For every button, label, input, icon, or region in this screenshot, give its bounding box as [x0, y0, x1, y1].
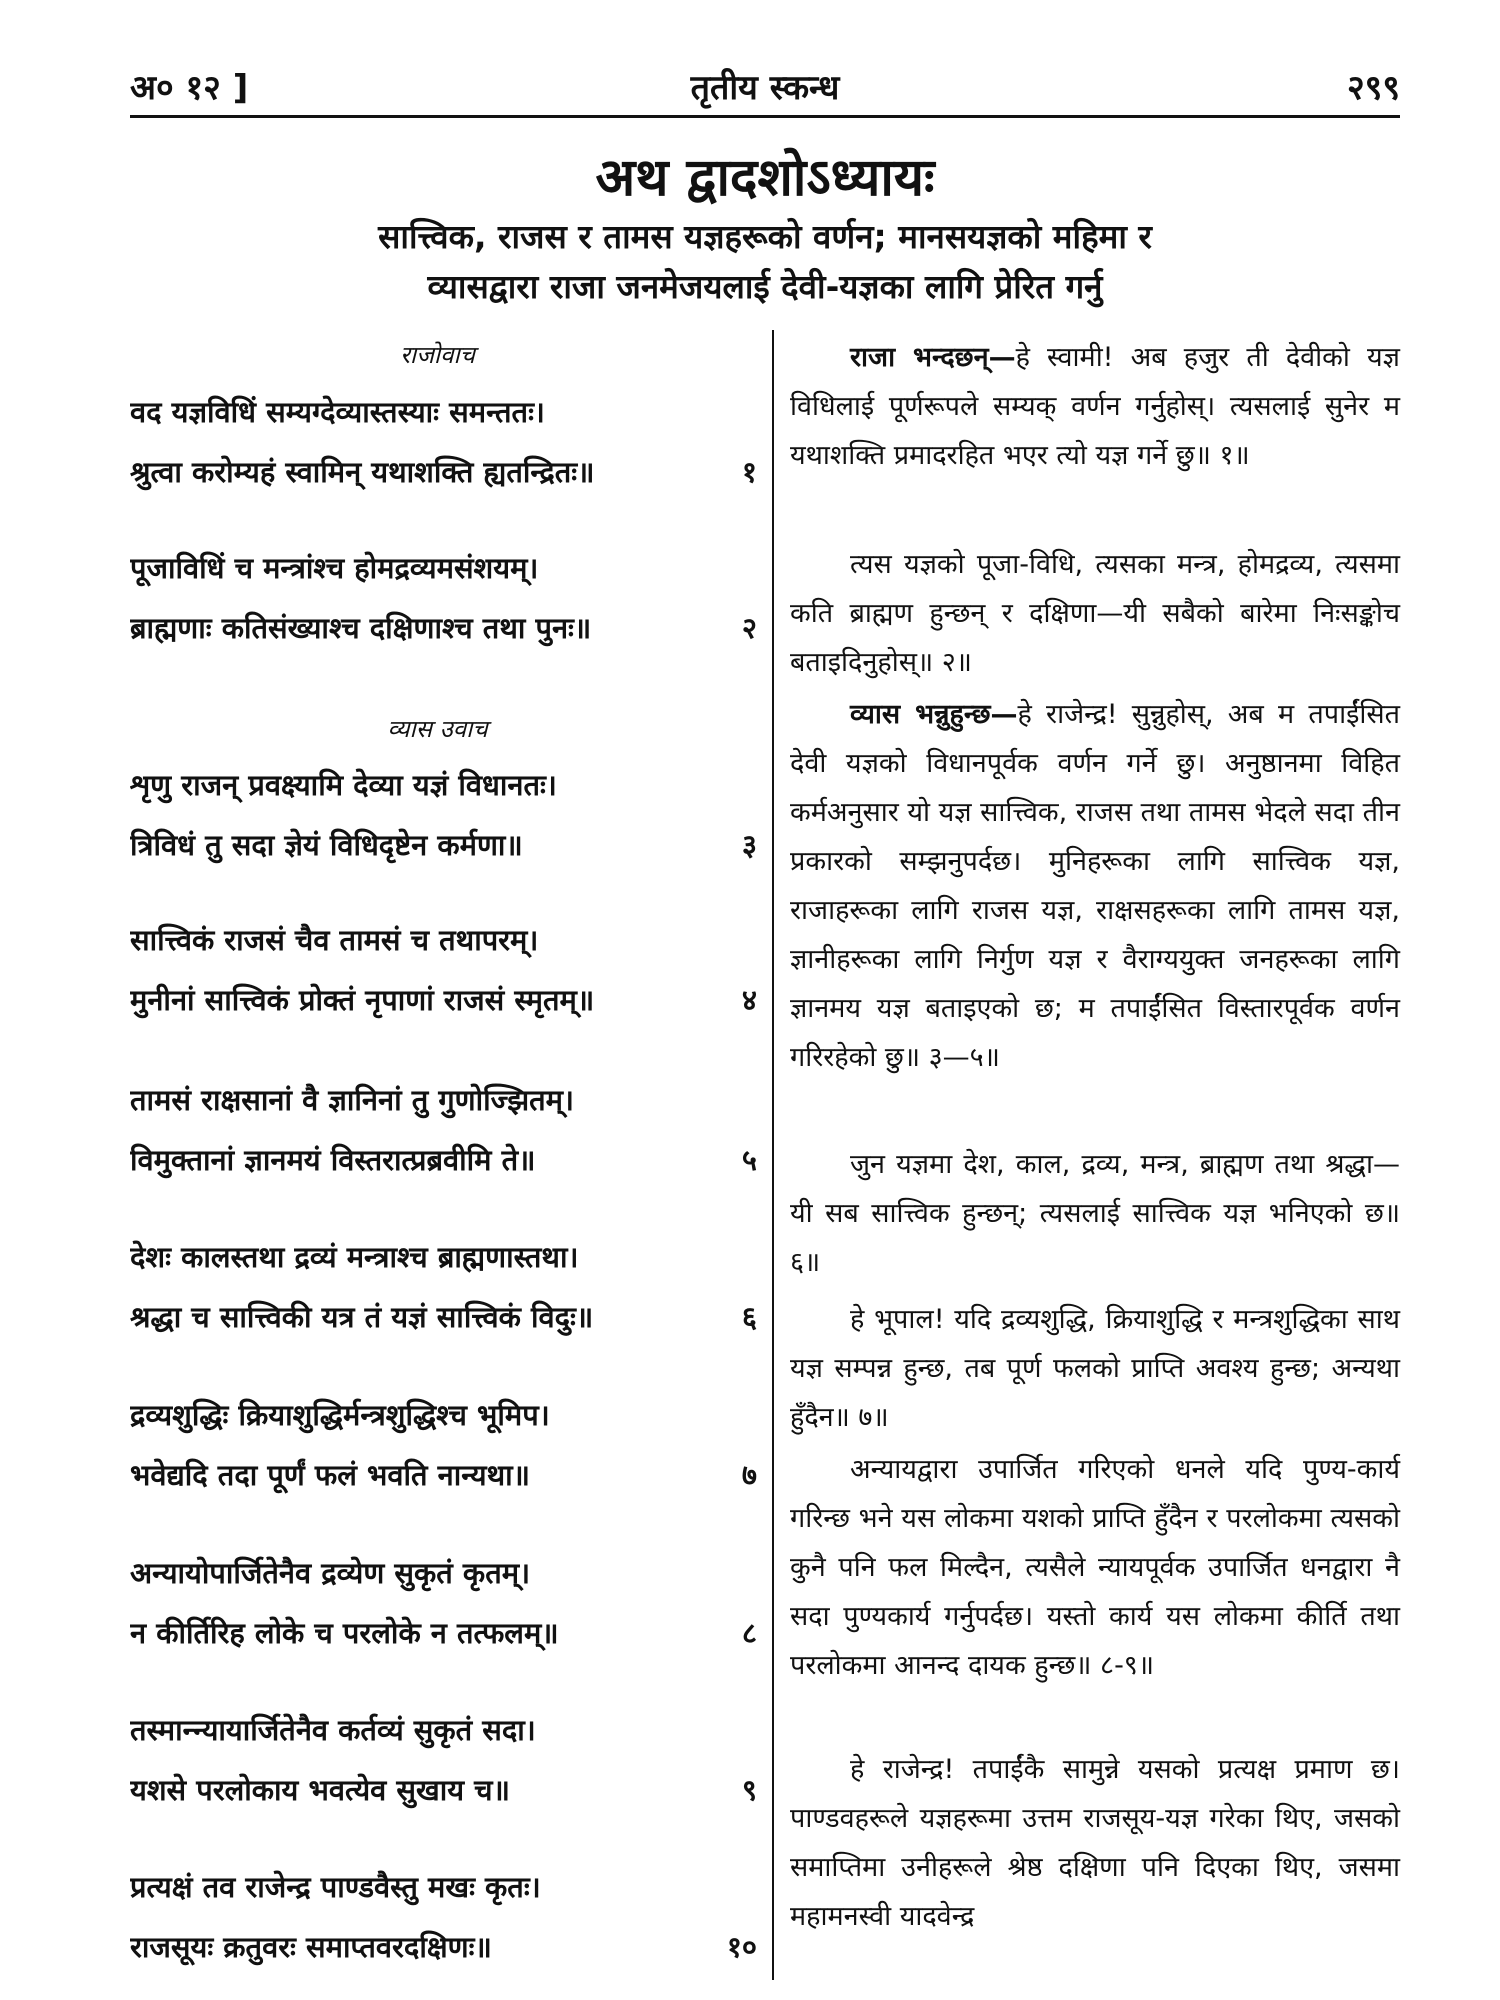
column-divider: [772, 330, 774, 1980]
paragraph-text: जुन यज्ञमा देश, काल, द्रव्य, मन्त्र, ब्राह्मण तथा श्रद्धा—यी सब सात्त्विक हुन्छन्; त्यसलाई सात्त्विक यज्ञ भनिएको छ॥ ६॥: [790, 1149, 1400, 1278]
verse-number: ३: [741, 828, 757, 862]
paragraph-text: त्यस यज्ञको पूजा-विधि, त्यसका मन्त्र, होमद्रव्य, त्यसमा कति ब्राह्मण हुन्छन् र दक्षिणा—यी सबैको बारेमा निःसङ्कोच बताइदिनुहोस्॥ २॥: [790, 549, 1400, 678]
translation-paragraph: [790, 1140, 1400, 1287]
verse-line: न कीर्तिरिह लोके च परलोके न तत्फलम्॥: [130, 1616, 559, 1650]
chapter-subtitle-line-1: सात्त्विक, राजस र तामस यज्ञहरूको वर्णन; मानसयज्ञको महिमा र: [378, 217, 1152, 256]
speaker-label: राजोवाच: [400, 341, 475, 369]
chapter-marker: अ० १२ ]: [130, 68, 249, 108]
verse-line: तस्मान्न्यायार्जितेनैव कर्तव्यं सुकृतं सदा।: [130, 1713, 536, 1747]
verse-line: पूजाविधिं च मन्त्रांश्च होमद्रव्यमसंशयम्।: [130, 551, 539, 585]
paragraph-text: अन्यायद्वारा उपार्जित गरिएको धनले यदि पुण्य-कार्य गरिन्छ भने यस लोकमा यशको प्राप्ति हुँदैन र परलोकमा त्यसको कुनै पनि फल मिल्दैन, त्यसैले न्यायपूर्वक उपार्जित धनद्वारा नै सदा पुण्यकार्य गर्नुपर्दछ। यस्तो कार्य यस लोकमा कीर्ति तथा परलोकमा आनन्द दायक हुन्छ॥ ८-९॥: [790, 1454, 1400, 1681]
translation-paragraph: [790, 690, 1400, 1082]
verse-line: श्रद्धा च सात्त्विकी यत्र तं यज्ञं सात्त्विकं विदुः॥: [130, 1300, 594, 1334]
translation-paragraph: [790, 1445, 1400, 1690]
speaker-label: व्यास उवाच: [387, 715, 488, 743]
verse-line: राजसूयः क्रतुवरः समाप्तवरदक्षिणः॥: [130, 1930, 492, 1964]
translation-paragraph: [790, 540, 1400, 687]
verse-line: तामसं राक्षसानां वै ज्ञानिनां तु गुणोज्झितम्।: [130, 1083, 575, 1117]
running-header: [130, 55, 1400, 118]
verse-line: द्रव्यशुद्धिः क्रियाशुद्धिर्मन्त्रशुद्धिश्च भूमिप।: [130, 1398, 550, 1432]
verse-number: २: [741, 611, 757, 645]
verse-line: सात्त्विकं राजसं चैव तामसं च तथापरम्।: [130, 923, 539, 957]
verse-number: ७: [741, 1458, 757, 1492]
verse-line: भवेद्यदि तदा पूर्णं फलं भवति नान्यथा॥: [130, 1458, 531, 1492]
translation-paragraph: [790, 333, 1400, 480]
verse-number: ८: [741, 1616, 757, 1650]
translation-paragraph: [790, 1295, 1400, 1442]
chapter-subtitle-line-2: व्यासद्वारा राजा जनमेजयलाई देवी-यज्ञका लागि प्रेरित गर्नु: [427, 267, 1103, 306]
verse-number: ९: [741, 1773, 757, 1807]
paragraph-text: हे राजेन्द्र! सुन्नुहोस्, अब म तपाईंसित देवी यज्ञको विधानपूर्वक वर्णन गर्ने छु। अनुष्ठानमा विहित कर्मअनुसार यो यज्ञ सात्त्विक, राजस तथा तामस भेदले सदा तीन प्रकारको सम्झनुपर्दछ। मुनिहरूका लागि सात्त्विक यज्ञ, राजाहरूका लागि राजस यज्ञ, राक्षसहरूका लागि तामस यज्ञ, ज्ञानीहरूका लागि निर्गुण यज्ञ र वैराग्ययुक्त जनहरूका लागि ज्ञानमय यज्ञ बताइएको छ; म तपाईंसित विस्तारपूर्वक वर्णन गरिरहेको छु॥ ३—५॥: [790, 699, 1400, 1073]
verse-number: १: [741, 455, 757, 489]
paragraph-text: हे स्वामी! अब हजुर ती देवीको यज्ञ विधिलाई पूर्णरूपले सम्यक् वर्णन गर्नुहोस्। त्यसलाई सुनेर म यथाशक्ति प्रमादरहित भएर त्यो यज्ञ गर्ने छु॥ १॥: [790, 342, 1400, 471]
verse-line: यशसे परलोकाय भवत्येव सुखाय च॥: [130, 1773, 510, 1807]
verse-line: त्रिविधं तु सदा ज्ञेयं विधिदृष्टेन कर्मणा॥: [130, 828, 523, 862]
verse-line: अन्यायोपार्जितेनैव द्रव्येण सुकृतं कृतम्।: [130, 1556, 531, 1590]
speaker-lead: व्यास भन्नुहुन्छ—: [850, 699, 1018, 730]
verse-line: देशः कालस्तथा द्रव्यं मन्त्राश्च ब्राह्मणास्तथा।: [130, 1240, 579, 1274]
verse-line: शृणु राजन् प्रवक्ष्यामि देव्या यज्ञं विधानतः।: [130, 768, 557, 802]
verse-line: प्रत्यक्षं तव राजेन्द्र पाण्डवैस्तु मखः कृतः।: [130, 1870, 541, 1904]
verse-line: श्रुत्वा करोम्यहं स्वामिन् यथाशक्ति ह्यतन्द्रितः॥: [130, 455, 595, 489]
paragraph-text: हे राजेन्द्र! तपाईंकै सामुन्ने यसको प्रत्यक्ष प्रमाण छ। पाण्डवहरूले यज्ञहरूमा उत्तम राजसूय-यज्ञ गरेका थिए, जसको समाप्तिमा उनीहरूले श्रेष्ठ दक्षिणा पनि दिएका थिए, जसमा महामनस्वी यादवेन्द्र: [790, 1754, 1400, 1932]
verse-line: मुनीनां सात्त्विकं प्रोक्तं नृपाणां राजसं स्मृतम्॥: [130, 983, 595, 1017]
translation-paragraph: [790, 1745, 1400, 1941]
verse-number: ५: [741, 1143, 757, 1177]
verse-line: वद यज्ञविधिं सम्यग्देव्यास्तस्याः समन्ततः।: [130, 395, 545, 429]
verse-line: ब्राह्मणाः कतिसंख्याश्च दक्षिणाश्च तथा पुनः॥: [130, 611, 592, 645]
paragraph-text: हे भूपाल! यदि द्रव्यशुद्धि, क्रियाशुद्धि र मन्त्रशुद्धिका साथ यज्ञ सम्पन्न हुन्छ, तब पूर्ण फलको प्राप्ति अवश्य हुन्छ; अन्यथा हुँदैन॥ ७॥: [790, 1304, 1400, 1433]
verse-number: ४: [741, 983, 757, 1017]
chapter-title: अथ द्वादशोऽध्यायः: [595, 148, 935, 208]
verse-line: विमुक्तानां ज्ञानमयं विस्तरात्प्रब्रवीमि ते॥: [130, 1143, 536, 1177]
page-number: २९९: [1346, 68, 1400, 108]
verse-number: १०: [726, 1930, 757, 1964]
verse-number: ६: [741, 1300, 757, 1334]
speaker-lead: राजा भन्दछन्—: [850, 342, 1016, 373]
section-title: तृतीय स्कन्ध: [690, 68, 840, 108]
